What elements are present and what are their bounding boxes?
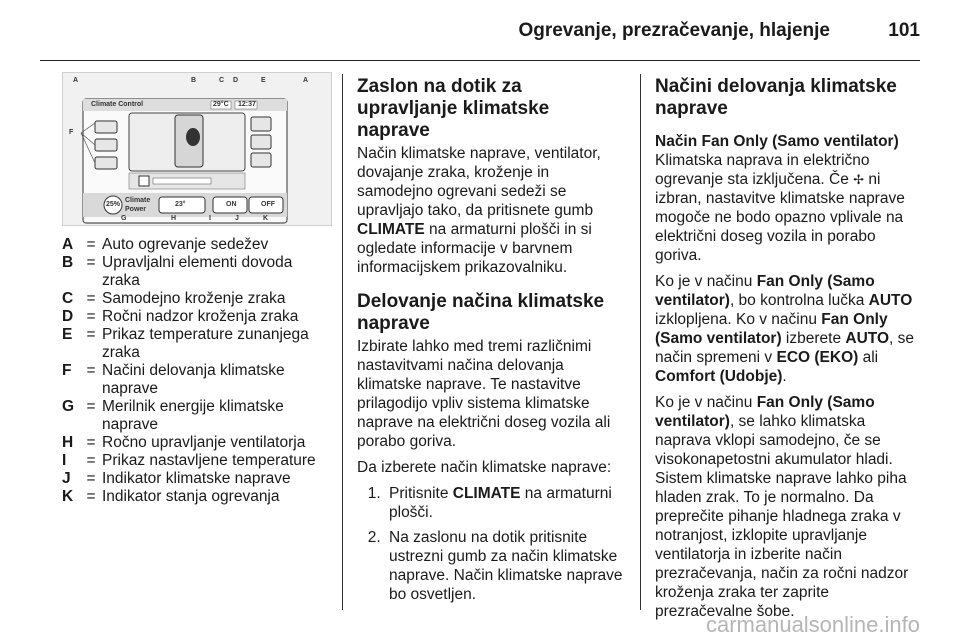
callout-label: A [303,77,309,84]
legend-equals: = [86,434,96,451]
legend-text: Indikator stanja ogrevanja [102,488,280,505]
callout-label: A [73,77,79,84]
column-divider [640,74,641,610]
figure-legend [62,236,330,506]
legend-equals: = [86,452,96,469]
paragraph: Da izberete način klimatske naprave: [357,459,612,476]
legend-key: J [62,470,71,487]
callout-label: C [219,77,225,84]
paragraph: Klimatska naprava in električno ogrevanje sta izključena. Če ✢ ni izbran, nastavitve klimatske naprave mogoče ne bodo opazno vplivale na električni doseg vozila in porabo goriva. [655,152,905,264]
watermark: carmanualsonline.info [705,612,920,637]
legend-text: Samodejno kroženje zraka [102,290,286,307]
legend-item [62,470,330,488]
clock-readout: 12:37 [238,101,256,108]
climate-control-figure [62,72,332,226]
legend-equals: = [86,326,96,343]
legend-key: A [62,236,74,253]
column-divider [342,74,343,610]
legend-text: Prikaz nastavljene temperature [102,452,316,469]
legend-key: D [62,308,74,325]
legend-item [62,488,330,506]
legend-equals: = [86,362,96,379]
legend-equals: = [86,254,96,271]
callout-label: E [261,77,266,84]
legend-equals: = [86,308,96,325]
ac-off-label: OFF [261,201,275,208]
ac-on-label: ON [226,201,237,208]
callout-label: H [171,215,177,222]
legend-item [62,236,330,254]
legend-key: H [62,434,74,451]
legend-text: Ročno upravljanje ventilatorja [102,434,306,451]
page-number: 101 [888,20,920,41]
legend-text: Ročni nadzor kroženja zraka [102,308,299,325]
column-3 [655,68,925,628]
legend-text: Načini delovanja klimatske naprave [102,362,285,397]
climate-screen-illustration [63,73,331,225]
legend-item [62,308,330,326]
step-item: 2. Na zaslonu na dotik pritisnite ustrezni gumb za način klimatske naprave. Način klimatske naprave bo osvetljen. [385,528,627,604]
legend-text: Upravljalni elementi dovoda zraka [102,254,293,289]
legend-text: Prikaz temperature zunanjega zraka [102,326,309,361]
legend-item [62,362,330,398]
paragraph: Izbirate lahko med tremi različnimi nastavitvami načina delovanja klimatske naprave. Te nastavitve prilagodijo vpliv sistema klimatske naprave na električni doseg vozila ali porabo goriva. [357,338,611,450]
legend-item [62,326,330,362]
column-1 [62,68,330,506]
fan-percent: 25% [106,201,121,208]
legend-text: Auto ogrevanje sedežev [102,236,269,253]
legend-equals: = [86,488,96,505]
legend-key: C [62,290,74,307]
section-heading: Zaslon na dotik za upravljanje klimatske naprave [357,76,550,141]
legend-item [62,434,330,452]
legend-text: Indikator klimatske naprave [102,470,291,487]
callout-label: B [191,77,197,84]
fan-icon: ✢ [853,172,865,187]
set-temperature: 23° [175,201,186,208]
subsection-heading: Način Fan Only (Samo ventilator) [655,133,899,150]
section-heading: Načini delovanja klimatske naprave [655,76,897,119]
legend-equals: = [86,236,96,253]
climate-power-label-2: Power [125,206,147,213]
legend-equals: = [86,290,96,307]
column-2 [357,68,627,610]
climate-button-label: CLIMATE [357,221,425,238]
callout-label: J [235,215,239,222]
page-header [40,0,920,61]
legend-item [62,398,330,434]
paragraph: Ko je v načinu Fan Only (Samo ventilator), se lahko klimatska naprava vklopi samodejno, če se visokonapetostni akumulator hladi. Sistem klimatske naprave lahko piha hladen zrak. To je normalno. Da preprečite pihanje hladnega zraka v notranjost, izklopite upravljanje ventilatorja in izberite način prezračevanja, način za ročni nadzor kroženja zraka ter zaprite prezračevalne šobe. [655,394,909,620]
legend-key: I [62,452,67,469]
legend-key: B [62,254,74,271]
step-item: 1. Pritisnite CLIMATE na armaturni plošči. [385,484,627,522]
legend-equals: = [86,398,96,415]
page-title: Ogrevanje, prezračevanje, hlajenje [518,20,830,41]
outside-temp-readout: 29°C [213,101,229,108]
legend-item [62,290,330,308]
legend-key: G [62,398,75,415]
legend-item [62,452,330,470]
section-heading: Delovanje načina klimatske naprave [357,291,605,334]
legend-item [62,254,330,290]
legend-key: F [62,362,72,379]
callout-label: K [263,215,269,222]
legend-key: E [62,326,73,343]
climate-power-label-1: Climate [125,197,151,204]
legend-equals: = [86,470,96,487]
callout-label: I [209,215,211,222]
paragraph: Način klimatske naprave, ventilator, dovajanje zraka, kroženje in samodejno ogrevani sedeži se upravljajo tako, da pritisnete gumb CLIMATE na armaturni plošči in si ogledate informacije v barvnem informacijskem prikazovalniku. [357,145,601,276]
legend-text: Merilnik energije klimatske naprave [102,398,284,433]
callout-label: D [233,77,239,84]
steps-list [357,484,627,604]
callout-label: G [121,215,127,222]
callout-label: F [69,129,74,136]
screen-title: Climate Control [91,101,144,108]
paragraph: Ko je v načinu Fan Only (Samo ventilator), bo kontrolna lučka AUTO izklopljena. Ko v načinu Fan Only (Samo ventilator) izberete AUTO, se način spremeni v ECO (EKO) ali Comfort (Udobje). [655,273,914,385]
legend-key: K [62,488,74,505]
